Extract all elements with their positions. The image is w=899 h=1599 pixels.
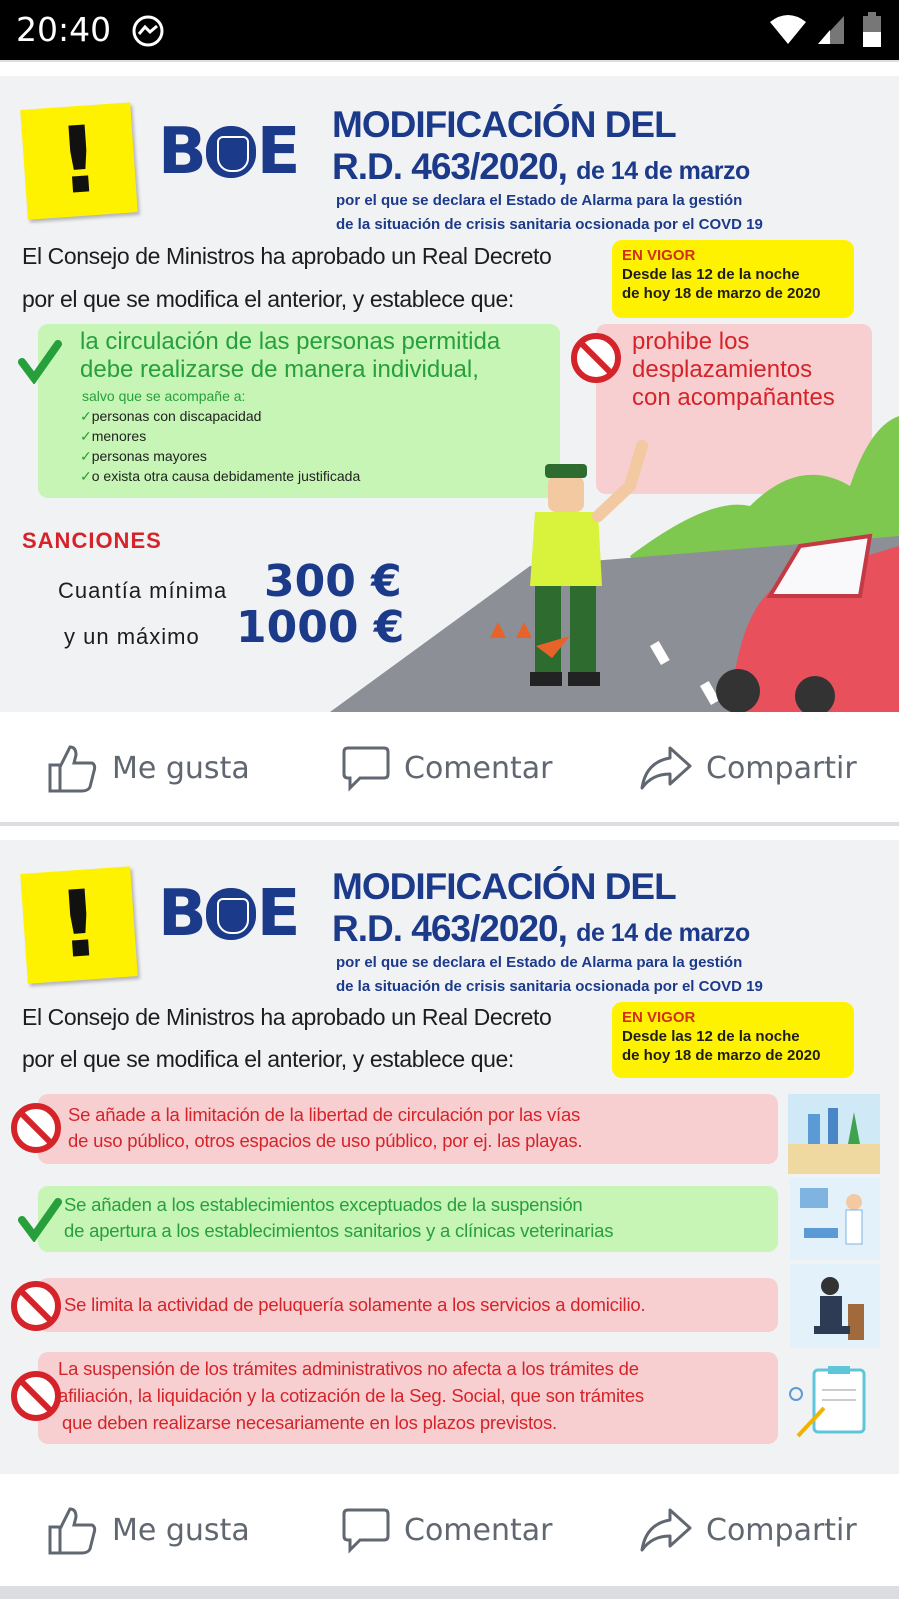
prohibited-icon (10, 1102, 62, 1154)
rule-1-line2: de uso público, otros espacios de uso público, por ej. las playas. (68, 1130, 583, 1151)
messenger-icon (131, 14, 165, 48)
comment-button[interactable]: Comentar (342, 746, 552, 790)
intro-line1: El Consejo de Ministros ha aprobado un Real Decreto (22, 1004, 552, 1030)
post-title-line2: R.D. 463/2020, de 14 de marzo (332, 146, 750, 187)
post-1-actions (0, 712, 899, 822)
subtitle-line1: por el que se declara el Estado de Alarma para la gestión (336, 954, 743, 971)
allowed-main-line2: debe realizarse de manera individual, (80, 356, 479, 383)
prohibited-icon (10, 1280, 62, 1332)
list-item: ✓personas mayores (80, 448, 207, 464)
prohibit-line2: desplazamientos (632, 356, 813, 383)
list-item: ✓menores (80, 428, 147, 444)
prohibited-icon (10, 1370, 62, 1422)
post-2-actions (0, 1474, 899, 1584)
signal-icon (816, 14, 846, 44)
rule-1-line1: Se añade a la limitación de la libertad de circulación por las vías (68, 1104, 581, 1125)
like-button[interactable]: Me gusta (46, 1508, 250, 1552)
min-amount-label: Cuantía mínima (58, 578, 228, 603)
post-2 (0, 826, 899, 1586)
prohibit-line1: prohibe los (632, 328, 750, 355)
boe-logo: B E (158, 877, 299, 951)
post-2-image[interactable] (0, 840, 899, 1474)
en-vigor-badge: EN VIGOR Desde las 12 de la noche de hoy 18 de marzo de 2020 (612, 240, 854, 318)
clipboard-icon (788, 1364, 880, 1440)
rule-4-line2: afiliación, la liquidación y la cotización de la Seg. Social, que son trámites (58, 1385, 644, 1406)
allowed-exception: salvo que se acompañe a: (82, 388, 246, 404)
battery-icon (862, 12, 882, 48)
status-time: 20:40 (16, 10, 112, 49)
allowed-main-line1: la circulación de las personas permitida (80, 328, 501, 355)
clinic-icon (790, 1178, 880, 1260)
en-vigor-badge: EN VIGOR Desde las 12 de la noche de hoy 18 de marzo de 2020 (612, 1002, 854, 1078)
share-icon (640, 744, 692, 792)
min-amount-value: 300 € (264, 556, 402, 607)
boe-logo: B E (158, 115, 299, 189)
post-1-image[interactable] (0, 76, 899, 712)
post-title-line1: MODIFICACIÓN DEL (332, 866, 676, 907)
intro-line1: El Consejo de Ministros ha aprobado un Real Decreto (22, 243, 552, 269)
subtitle-line2: de la situación de crisis sanitaria ocsionada por el COVD 19 (336, 216, 763, 233)
post-1 (0, 62, 899, 810)
hairdresser-icon (790, 1264, 880, 1348)
subtitle-line1: por el que se declara el Estado de Alarma para la gestión (336, 192, 743, 209)
share-button[interactable]: Compartir (640, 1508, 857, 1552)
share-icon (640, 1506, 692, 1554)
comment-icon (342, 744, 390, 792)
list-item: ✓personas con discapacidad (80, 408, 262, 424)
post-title-line2: R.D. 463/2020, de 14 de marzo (332, 908, 750, 949)
list-item: ✓o exista otra causa debidamente justificada (80, 468, 361, 484)
max-amount-label: y un máximo (64, 624, 200, 649)
intro-line2: por el que se modifica el anterior, y establece que: (22, 286, 514, 312)
like-button[interactable]: Me gusta (46, 746, 250, 790)
comment-button[interactable]: Comentar (342, 1508, 552, 1552)
prohibit-line3: con acompañantes (632, 384, 835, 411)
beach-icon (788, 1094, 880, 1174)
warning-icon: ! (20, 102, 137, 219)
thumbs-up-icon (46, 743, 98, 793)
checkmark-icon (18, 338, 62, 384)
police-checkpoint-illustration (330, 396, 899, 712)
rule-4-line1: La suspensión de los trámites administrativos no afecta a los trámites de (58, 1358, 639, 1379)
max-amount-value: 1000 € (236, 602, 405, 653)
share-button[interactable]: Compartir (640, 746, 857, 790)
post-title-line1: MODIFICACIÓN DEL (332, 104, 676, 145)
rule-2-line1: Se añaden a los establecimientos exceptuados de la suspensión (64, 1194, 583, 1215)
sanctions-title: SANCIONES (22, 528, 162, 553)
prohibited-icon (570, 332, 622, 384)
rule-3-line1: Se limita la actividad de peluquería solamente a los servicios a domicilio. (64, 1294, 646, 1315)
crest-icon (206, 888, 256, 940)
wifi-icon (768, 14, 808, 44)
subtitle-line2: de la situación de crisis sanitaria ocsionada por el COVD 19 (336, 978, 763, 995)
checkmark-icon (18, 1196, 62, 1242)
rule-2-line2: de apertura a los establecimientos sanitarios y a clínicas veterinarias (64, 1220, 614, 1241)
thumbs-up-icon (46, 1505, 98, 1555)
crest-icon (206, 126, 256, 178)
rule-4-line3: que deben realizarse necesariamente en los plazos previstos. (62, 1412, 557, 1433)
intro-line2: por el que se modifica el anterior, y establece que: (22, 1046, 514, 1072)
comment-icon (342, 1506, 390, 1554)
status-bar (0, 0, 899, 60)
warning-icon: ! (20, 866, 137, 983)
